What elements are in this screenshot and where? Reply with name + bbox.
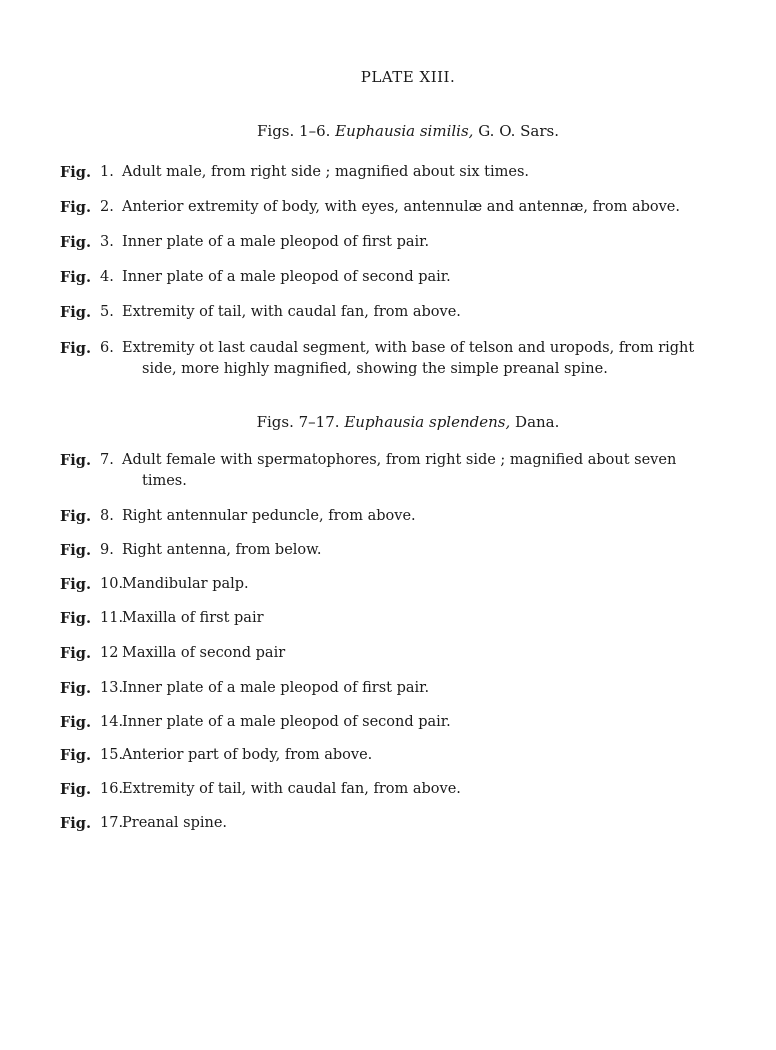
fig-description: Maxilla of first pair (122, 610, 264, 626)
figure-entry-3 (60, 232, 710, 253)
fig-number: 8. (100, 508, 114, 524)
fig-number: 2. (100, 199, 114, 215)
section-figs-range: Figs. 1–6. (256, 122, 331, 140)
fig-label: Fig. (60, 234, 91, 251)
fig-description: Anterior part of body, from above. (122, 747, 373, 763)
fig-label: Fig. (60, 610, 91, 627)
figure-entry-14 (60, 712, 710, 733)
plate-title: PLATE XIII. (360, 68, 456, 86)
fig-number: 12 (100, 645, 119, 661)
section-heading-euphausia-similis (0, 122, 776, 140)
fig-description: Extremity of tail, with caudal fan, from above. (122, 304, 461, 320)
fig-description (122, 450, 710, 492)
fig-label: Fig. (60, 576, 91, 593)
figure-entry-13 (60, 678, 710, 699)
fig-number: 3. (100, 234, 114, 250)
fig-description: Inner plate of a male pleopod of second pair. (122, 269, 451, 285)
figure-entry-15 (60, 745, 710, 766)
fig-number: 7. (100, 452, 114, 468)
figure-entry-7 (60, 450, 710, 492)
section-authority: Dana. (515, 413, 560, 431)
fig-number: 17. (100, 815, 124, 831)
figure-entry-16 (60, 779, 710, 800)
fig-label: Fig. (60, 304, 91, 321)
figure-entry-17 (60, 813, 710, 834)
fig-label: Fig. (60, 714, 91, 731)
section-species: Euphausia splendens, (344, 413, 511, 431)
fig-label: Fig. (60, 269, 91, 286)
fig-description: Inner plate of a male pleopod of first pair. (122, 234, 430, 250)
figure-entry-6 (60, 338, 710, 380)
figure-entry-12 (60, 643, 710, 664)
fig-number: 6. (100, 340, 114, 356)
figure-entry-5 (60, 302, 710, 323)
fig-description: Inner plate of a male pleopod of first pair. (122, 680, 430, 696)
fig-number: 15. (100, 747, 124, 763)
fig-number: 11. (100, 610, 124, 626)
fig-description: Extremity of tail, with caudal fan, from above. (122, 781, 461, 797)
figure-entry-9 (60, 540, 710, 561)
figure-entry-2 (60, 197, 710, 218)
fig-description: Right antennular peduncle, from above. (122, 508, 416, 524)
fig-label: Fig. (60, 781, 91, 798)
fig-label: Fig. (60, 542, 91, 559)
fig-number: 9. (100, 542, 114, 558)
fig-number: 13. (100, 680, 124, 696)
fig-number: 4. (100, 269, 114, 285)
fig-description (122, 338, 710, 380)
fig-label: Fig. (60, 747, 91, 764)
fig-description: Inner plate of a male pleopod of second pair. (122, 714, 451, 730)
fig-description-line: Adult female with spermatophores, from right side ; magnified about seven (122, 452, 677, 468)
figure-entry-4 (60, 267, 710, 288)
fig-number: 5. (100, 304, 114, 320)
fig-description: Maxilla of second pair (122, 645, 286, 661)
fig-label: Fig. (60, 164, 91, 181)
fig-number: 16. (100, 781, 124, 797)
fig-number: 1. (100, 164, 114, 180)
fig-label: Fig. (60, 645, 91, 662)
section-species: Euphausia similis, (335, 122, 474, 140)
figure-entry-1 (60, 162, 710, 183)
section-authority: G. O. Sars. (478, 122, 560, 140)
fig-description: Right antenna, from below. (122, 542, 322, 558)
fig-number: 14. (100, 714, 124, 730)
fig-description: Adult male, from right side ; magnified about six times. (122, 164, 529, 180)
fig-description: Preanal spine. (122, 815, 228, 831)
figure-entry-10 (60, 574, 710, 595)
fig-label: Fig. (60, 815, 91, 832)
fig-label: Fig. (60, 508, 91, 525)
section-figs-range: Figs. 7–17. (256, 413, 340, 431)
fig-label: Fig. (60, 680, 91, 697)
fig-description-line: Extremity ot last caudal segment, with base of telson and uropods, from right (122, 340, 695, 356)
fig-label: Fig. (60, 340, 91, 357)
fig-description: Mandibular palp. (122, 576, 249, 592)
fig-description-continuation: times. (142, 473, 187, 489)
figure-entry-8 (60, 506, 710, 527)
fig-description: Anterior extremity of body, with eyes, antennulæ and antennæ, from above. (122, 199, 680, 215)
section-heading-euphausia-splendens (0, 413, 776, 431)
figure-entry-11 (60, 608, 710, 629)
fig-label: Fig. (60, 199, 91, 216)
fig-number: 10. (100, 576, 124, 592)
fig-label: Fig. (60, 452, 91, 469)
fig-description-continuation: side, more highly magnified, showing the simple preanal spine. (142, 361, 608, 377)
